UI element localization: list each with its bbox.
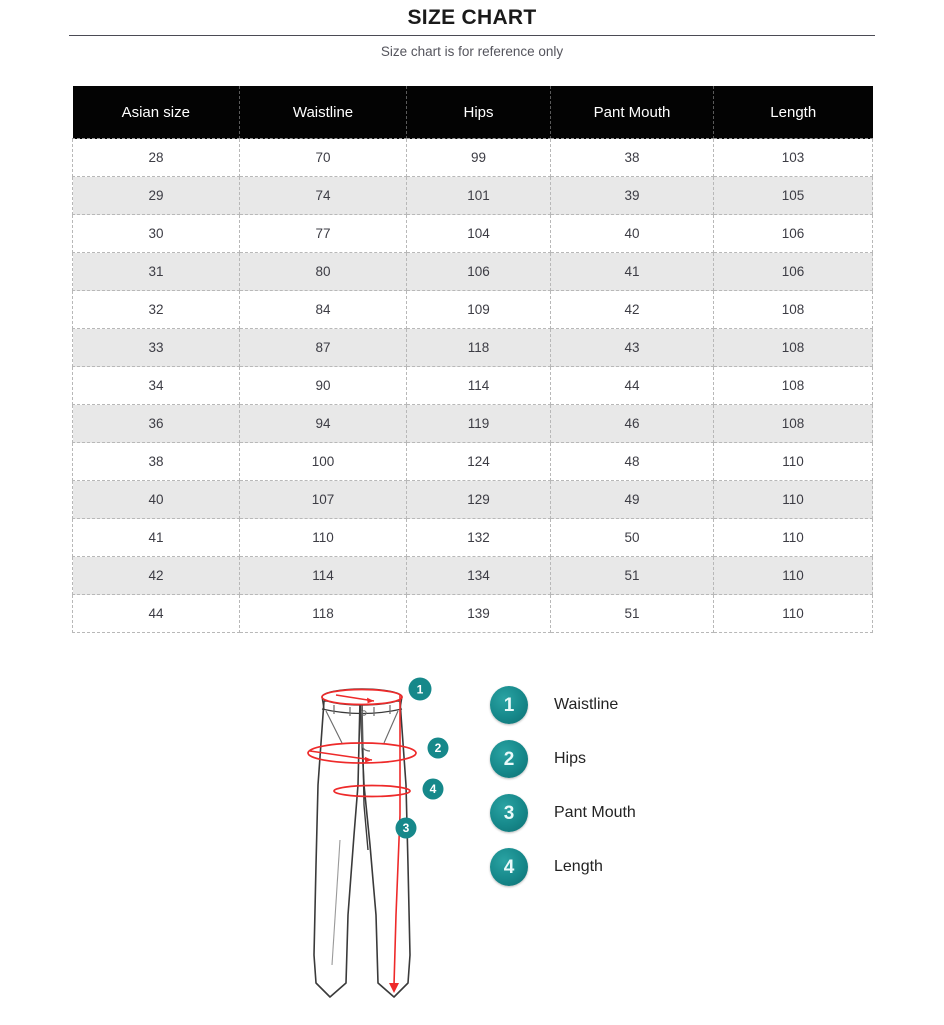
legend-number-badge: 1 (490, 686, 528, 724)
table-cell: 110 (714, 519, 873, 557)
legend-label: Waistline (554, 696, 619, 713)
table-cell: 118 (240, 595, 407, 633)
table-cell: 124 (407, 443, 551, 481)
table-cell: 38 (73, 443, 240, 481)
table-cell: 87 (240, 329, 407, 367)
column-header-asian-size: Asian size (73, 86, 240, 139)
table-cell: 48 (551, 443, 714, 481)
table-cell: 44 (73, 595, 240, 633)
table-cell: 41 (551, 253, 714, 291)
table-cell: 50 (551, 519, 714, 557)
table-cell: 118 (407, 329, 551, 367)
table-cell: 36 (73, 405, 240, 443)
table-row (73, 557, 873, 595)
table-cell: 94 (240, 405, 407, 443)
table-cell: 40 (551, 215, 714, 253)
table-cell: 39 (551, 177, 714, 215)
table-cell: 104 (407, 215, 551, 253)
svg-text:2: 2 (434, 741, 442, 755)
legend-item-length (490, 840, 790, 894)
legend-label: Pant Mouth (554, 804, 636, 821)
table-cell: 110 (714, 443, 873, 481)
svg-text:3: 3 (402, 821, 410, 835)
table-row (73, 481, 873, 519)
title-divider (69, 35, 875, 36)
page-header (0, 0, 944, 61)
table-body (73, 139, 873, 633)
table-cell: 110 (714, 481, 873, 519)
table-cell: 106 (407, 253, 551, 291)
table-row (73, 215, 873, 253)
table-cell: 110 (714, 595, 873, 633)
legend-number-badge: 2 (490, 740, 528, 778)
table-cell: 103 (714, 139, 873, 177)
table-cell: 49 (551, 481, 714, 519)
table-cell: 106 (714, 215, 873, 253)
diagram-marker-2 (428, 738, 449, 759)
diagram-marker-4 (423, 779, 444, 800)
column-header-length: Length (714, 86, 873, 139)
svg-text:4: 4 (429, 782, 437, 796)
table-cell: 28 (73, 139, 240, 177)
table-cell: 108 (714, 367, 873, 405)
table-cell: 110 (714, 557, 873, 595)
column-header-hips: Hips (407, 86, 551, 139)
legend-item-pant-mouth (490, 786, 790, 840)
legend-label: Length (554, 858, 603, 875)
pants-diagram (296, 665, 476, 1005)
table-row (73, 443, 873, 481)
legend-item-waistline (490, 678, 790, 732)
legend-number-badge: 4 (490, 848, 528, 886)
table-cell: 42 (73, 557, 240, 595)
column-header-waistline: Waistline (240, 86, 407, 139)
table-cell: 90 (240, 367, 407, 405)
table-cell: 108 (714, 329, 873, 367)
table-cell: 101 (407, 177, 551, 215)
legend-item-hips (490, 732, 790, 786)
table-cell: 132 (407, 519, 551, 557)
table-cell: 108 (714, 405, 873, 443)
table-row (73, 405, 873, 443)
table-row (73, 253, 873, 291)
diagram-marker-1 (409, 678, 432, 701)
page-subtitle: Size chart is for reference only (380, 44, 564, 59)
table-cell: 46 (551, 405, 714, 443)
table-cell: 30 (73, 215, 240, 253)
table-header (73, 86, 873, 139)
table-cell: 51 (551, 557, 714, 595)
table-row (73, 595, 873, 633)
table-cell: 119 (407, 405, 551, 443)
diagram-marker-3 (396, 818, 417, 839)
table-cell: 34 (73, 367, 240, 405)
table-cell: 114 (240, 557, 407, 595)
table-cell: 40 (73, 481, 240, 519)
table-cell: 108 (714, 291, 873, 329)
table-row (73, 519, 873, 557)
table-cell: 134 (407, 557, 551, 595)
table-row (73, 177, 873, 215)
table-cell: 107 (240, 481, 407, 519)
svg-text:1: 1 (416, 682, 424, 697)
table-cell: 74 (240, 177, 407, 215)
table-row (73, 367, 873, 405)
table-cell: 42 (551, 291, 714, 329)
table-cell: 84 (240, 291, 407, 329)
table-row (73, 329, 873, 367)
table-cell: 77 (240, 215, 407, 253)
size-table-container (72, 86, 872, 633)
table-cell: 51 (551, 595, 714, 633)
table-cell: 70 (240, 139, 407, 177)
table-cell: 129 (407, 481, 551, 519)
table-cell: 99 (407, 139, 551, 177)
measurement-guide (0, 665, 944, 1025)
table-cell: 110 (240, 519, 407, 557)
table-cell: 100 (240, 443, 407, 481)
legend-label: Hips (554, 750, 587, 767)
page-title: SIZE CHART (407, 6, 537, 29)
table-header-row (73, 86, 873, 139)
table-cell: 139 (407, 595, 551, 633)
table-cell: 109 (407, 291, 551, 329)
table-cell: 41 (73, 519, 240, 557)
table-cell: 38 (551, 139, 714, 177)
measurement-legend (490, 678, 790, 894)
table-cell: 44 (551, 367, 714, 405)
table-row (73, 139, 873, 177)
table-cell: 29 (73, 177, 240, 215)
table-cell: 80 (240, 253, 407, 291)
table-cell: 31 (73, 253, 240, 291)
table-cell: 43 (551, 329, 714, 367)
table-cell: 105 (714, 177, 873, 215)
table-row (73, 291, 873, 329)
table-cell: 114 (407, 367, 551, 405)
column-header-pant-mouth: Pant Mouth (551, 86, 714, 139)
table-cell: 32 (73, 291, 240, 329)
table-cell: 33 (73, 329, 240, 367)
table-cell: 106 (714, 253, 873, 291)
legend-number-badge: 3 (490, 794, 528, 832)
size-chart-table (72, 86, 873, 633)
